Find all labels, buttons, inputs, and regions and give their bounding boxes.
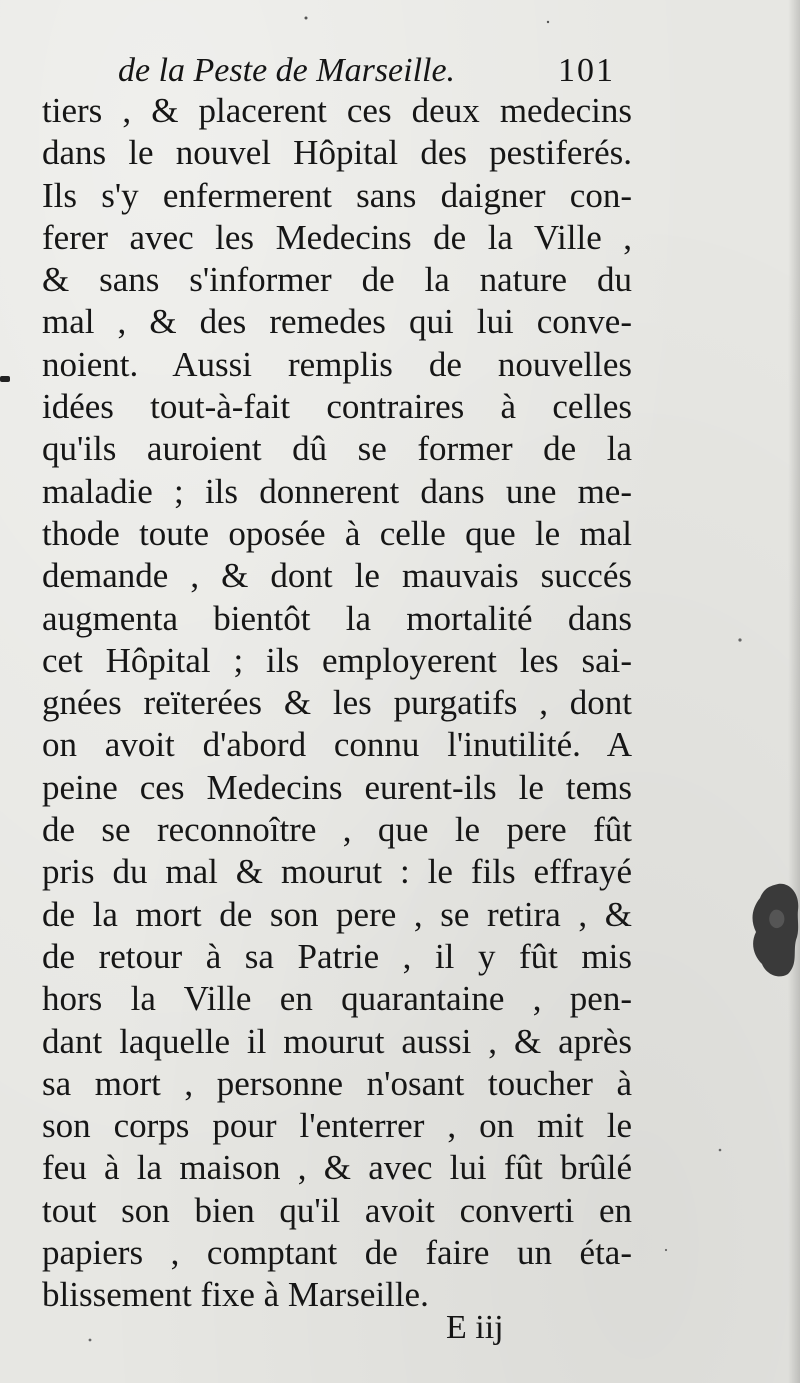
text-line: de retour à sa Patrie , il y fût mis <box>42 936 632 976</box>
text-line: pris du mal & mourut : le fils effrayé <box>42 852 632 892</box>
text-line: de se reconnoître , que le pere fût <box>42 810 632 850</box>
text-line: hors la Ville en quarantaine , pen- <box>42 979 632 1019</box>
speck <box>547 21 549 23</box>
text-line: feu à la maison , & avec lui fût brûlé <box>42 1148 632 1188</box>
text-line: son corps pour l'enterrer , on mit le <box>42 1106 632 1146</box>
text-line: cet Hôpital ; ils employerent les sai- <box>42 640 632 680</box>
running-title: de la Peste de Marseille. <box>118 52 456 89</box>
speck <box>665 1249 667 1251</box>
text-line: noient. Aussi remplis de nouvelles <box>42 344 632 384</box>
text-line: demande , & dont le mauvais succés <box>42 556 632 596</box>
text-line: dans le nouvel Hôpital des pestiferés. <box>42 133 632 173</box>
text-line: dant laquelle il mourut aussi , & après <box>42 1021 632 1061</box>
text-line: peine ces Medecins eurent-ils le tems <box>42 767 632 807</box>
speck <box>738 638 741 641</box>
text-line: idées tout-à-fait contraires à celles <box>42 387 632 427</box>
speck <box>89 1339 92 1342</box>
page-number: 101 <box>558 52 615 89</box>
text-line: & sans s'informer de la nature du <box>42 260 632 300</box>
speck <box>305 17 308 20</box>
text-line: sa mort , personne n'osant toucher à <box>42 1063 632 1103</box>
text-line: thode toute oposée à celle que le mal <box>42 513 632 553</box>
text-line: qu'ils auroient dû se former de la <box>42 429 632 469</box>
text-line: tout son bien qu'il avoit converti en <box>42 1190 632 1230</box>
text-line: blissement fixe à Marseille. <box>42 1275 429 1315</box>
text-line: de la mort de son pere , se retira , & <box>42 894 632 934</box>
text-line: papiers , comptant de faire un éta- <box>42 1233 632 1273</box>
text-line: gnées reïterées & les purgatifs , dont <box>42 683 632 723</box>
text-line: Ils s'y enfermerent sans daigner con- <box>42 175 632 215</box>
catchword: E iij <box>446 1309 504 1346</box>
text-line: ferer avec les Medecins de la Ville , <box>42 217 632 257</box>
text-line: tiers , & placerent ces deux medecins <box>42 91 632 130</box>
text-line: maladie ; ils donnerent dans une me- <box>42 471 632 511</box>
text-line: augmenta bientôt la mortalité dans <box>42 598 632 638</box>
speck <box>719 1149 722 1152</box>
text-line: mal , & des remedes qui lui conve- <box>42 302 632 342</box>
text-line: on avoit d'abord connu l'inutilité. A <box>42 725 632 765</box>
